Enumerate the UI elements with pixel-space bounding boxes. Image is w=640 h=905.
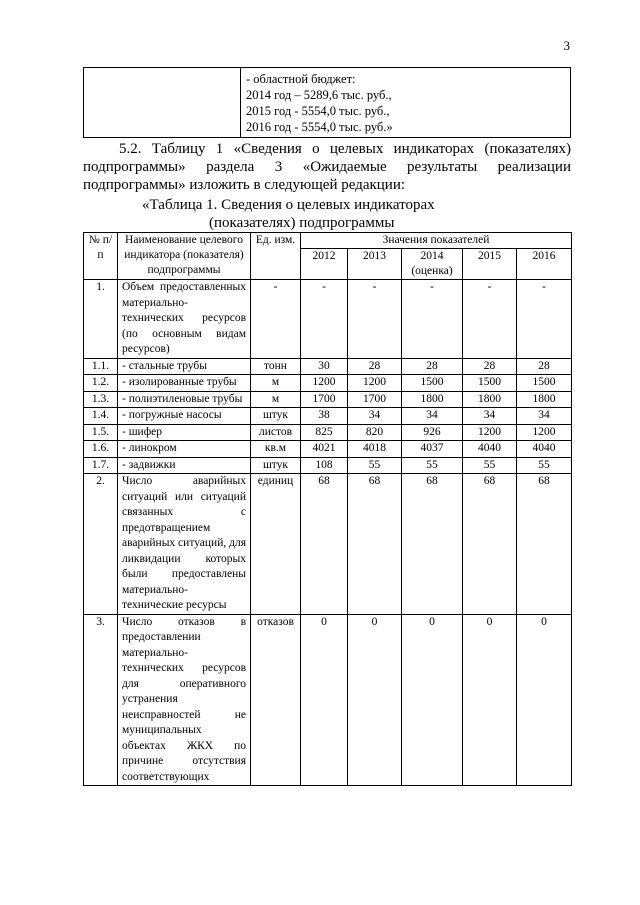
header-num: № п/п (84, 233, 118, 280)
indicators-table (83, 232, 572, 786)
header-year: 2016 (517, 249, 572, 280)
row-value: - (402, 280, 463, 359)
row-value: 28 (517, 358, 572, 375)
row-value: 825 (301, 424, 348, 441)
row-num: 1.4. (84, 408, 118, 425)
table-row (84, 391, 572, 408)
row-unit: кв.м (251, 441, 301, 458)
header-year: 2015 (463, 249, 517, 280)
budget-line: 2015 год - 5554,0 тыс. руб., (246, 104, 390, 118)
row-value: 1800 (517, 391, 572, 408)
table-title-line-2: (показателях) подпрограммы (209, 215, 395, 231)
row-unit: штук (251, 408, 301, 425)
row-value: 0 (301, 614, 348, 786)
row-num: 1.3. (84, 391, 118, 408)
header-year: 2012 (301, 249, 348, 280)
row-value: 1500 (517, 375, 572, 392)
amendment-intro (83, 140, 571, 232)
header-year: 2013 (348, 249, 402, 280)
row-value: 820 (348, 424, 402, 441)
header-year: 2014 (оценка) (402, 249, 463, 280)
row-value: - (301, 280, 348, 359)
row-value: 1200 (517, 424, 572, 441)
row-unit: м (251, 391, 301, 408)
row-value: 0 (463, 614, 517, 786)
row-name: Объем предоставленных материально-технических ресурсов (по основным видам ресурсов) (118, 280, 251, 359)
row-value: 38 (301, 408, 348, 425)
row-unit: м (251, 375, 301, 392)
row-value: 28 (402, 358, 463, 375)
row-value: 0 (402, 614, 463, 786)
row-unit: листов (251, 424, 301, 441)
table-row (84, 280, 572, 359)
table-row (84, 441, 572, 458)
table-row (84, 408, 572, 425)
row-value: 4040 (463, 441, 517, 458)
row-value: 1800 (402, 391, 463, 408)
row-value: 34 (402, 408, 463, 425)
table-row (84, 424, 572, 441)
budget-line: 2014 год – 5289,6 тыс. руб., (246, 88, 392, 102)
row-value: 68 (402, 474, 463, 615)
row-value: 68 (348, 474, 402, 615)
row-name: Число отказов в предоставлении материально-технических ресурсов для оперативного устранения неисправностей не муниципальных объектах ЖКХ по причине отсутствия соответствующих (118, 614, 251, 786)
row-value: 0 (517, 614, 572, 786)
row-value: 4040 (517, 441, 572, 458)
row-value: 68 (463, 474, 517, 615)
header-unit: Ед. изм. (251, 233, 301, 280)
row-value: 55 (517, 457, 572, 474)
row-name: - шифер (118, 424, 251, 441)
row-value: 1200 (348, 375, 402, 392)
row-value: 34 (517, 408, 572, 425)
row-value: 28 (463, 358, 517, 375)
row-value: 28 (348, 358, 402, 375)
row-value: 1700 (301, 391, 348, 408)
row-value: 0 (348, 614, 402, 786)
row-num: 1.2. (84, 375, 118, 392)
table-title-line-1: «Таблица 1. Сведения о целевых индикаторах (142, 197, 435, 213)
row-value: 4037 (402, 441, 463, 458)
row-value: 34 (463, 408, 517, 425)
table-row (84, 457, 572, 474)
row-num: 1.7. (84, 457, 118, 474)
row-value: 1800 (463, 391, 517, 408)
budget-empty-cell (84, 68, 241, 138)
row-unit: отказов (251, 614, 301, 786)
row-num: 1.1. (84, 358, 118, 375)
row-unit: единиц (251, 474, 301, 615)
row-value: 34 (348, 408, 402, 425)
row-value: 68 (517, 474, 572, 615)
row-value: 108 (301, 457, 348, 474)
row-value: 1500 (463, 375, 517, 392)
row-name: - погружные насосы (118, 408, 251, 425)
amendment-paragraph: 5.2. Таблицу 1 «Сведения о целевых индикаторах (показателях) подпрограммы» раздела 3 «Ожидаемые результаты реализации подпрограммы» изложить в следующей редакции: (83, 141, 571, 193)
row-unit: штук (251, 457, 301, 474)
header-values-group: Значения показателей (301, 233, 572, 249)
row-name: - стальные трубы (118, 358, 251, 375)
row-value: 30 (301, 358, 348, 375)
row-unit: тонн (251, 358, 301, 375)
row-num: 1.5. (84, 424, 118, 441)
row-value: - (348, 280, 402, 359)
row-value: 68 (301, 474, 348, 615)
row-value: 4018 (348, 441, 402, 458)
row-value: 55 (348, 457, 402, 474)
row-value: 1200 (463, 424, 517, 441)
table-row (84, 375, 572, 392)
table-row (84, 474, 572, 615)
table-row (84, 614, 572, 786)
row-num: 2. (84, 474, 118, 615)
budget-line: 2016 год - 5554,0 тыс. руб.» (246, 120, 393, 134)
row-value: - (463, 280, 517, 359)
budget-line: - областной бюджет: (246, 72, 356, 86)
row-value: 1700 (348, 391, 402, 408)
row-value: 4021 (301, 441, 348, 458)
row-value: 1500 (402, 375, 463, 392)
row-value: - (517, 280, 572, 359)
budget-lines-cell (241, 68, 571, 138)
row-name: - линокром (118, 441, 251, 458)
row-num: 1. (84, 280, 118, 359)
page-number: 3 (563, 38, 570, 53)
budget-continuation-table (83, 67, 571, 138)
row-name: Число аварийных ситуаций или ситуаций связанных с предотвращением аварийных ситуаций, для ликвидации которых были предоставлены материально-технические ресурсы (118, 474, 251, 615)
row-value: 55 (402, 457, 463, 474)
row-name: - изолированные трубы (118, 375, 251, 392)
row-value: 926 (402, 424, 463, 441)
row-num: 1.6. (84, 441, 118, 458)
row-value: 1200 (301, 375, 348, 392)
row-name: - задвижки (118, 457, 251, 474)
header-name: Наименование целевого индикатора (показателя) подпрограммы (118, 233, 251, 280)
row-name: - полиэтиленовые трубы (118, 391, 251, 408)
table-row (84, 358, 572, 375)
row-value: 55 (463, 457, 517, 474)
row-unit: - (251, 280, 301, 359)
row-num: 3. (84, 614, 118, 786)
